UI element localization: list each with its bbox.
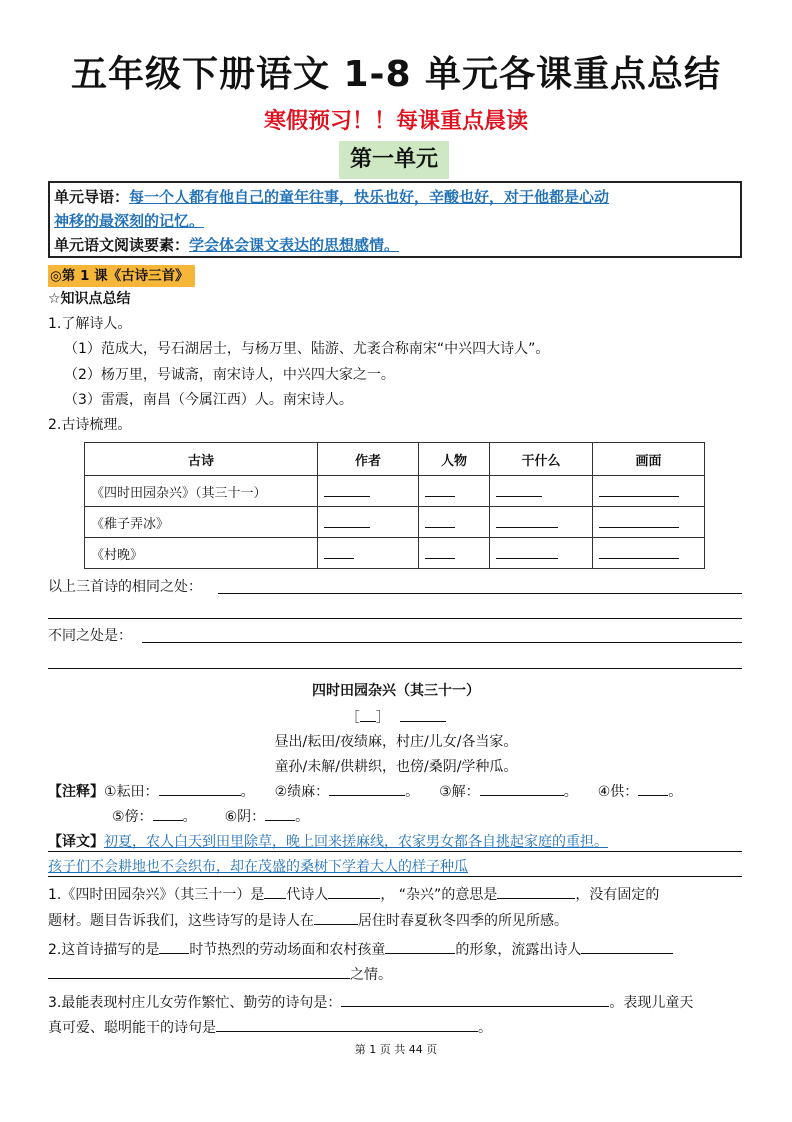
- punct: 。: [182, 809, 197, 825]
- punct: 。: [295, 809, 310, 825]
- translation-text-1: 初夏，农人白天到田里除草，晚上回来搓麻线，农家男女都各自挑起家庭的重担。: [104, 834, 608, 850]
- notes-line-2: [112, 805, 309, 828]
- q1-blank-meaning[interactable]: [497, 883, 575, 899]
- unit-reading-element: [54, 233, 736, 257]
- translation-label: 【译文】: [48, 834, 104, 850]
- note-blank[interactable]: [638, 780, 668, 796]
- page-footer: 第 1 页 共 44 页: [354, 1043, 438, 1056]
- question-2-line-1: [48, 938, 673, 961]
- poet-yang-wanli: （2）杨万里，号诚斋，南宋诗人，中兴四大家之一。: [64, 367, 395, 383]
- q1-blank-poet[interactable]: [328, 883, 380, 899]
- unit-guide-box: [48, 181, 742, 258]
- question-1-line-1: [48, 883, 659, 906]
- blank-cell[interactable]: [419, 476, 490, 507]
- q3-blank-child-line[interactable]: [216, 1016, 478, 1032]
- question-1-line-2: [48, 909, 568, 932]
- blank-cell[interactable]: [593, 538, 705, 569]
- diff-points-label: 不同之处是：: [48, 628, 132, 644]
- poet-lei-zhen: （3）雷震，南昌（今属江西）人。南宋诗人。: [64, 392, 353, 408]
- poem-name-cell: 《村晚》: [85, 538, 318, 569]
- document-subtitle: 寒假预习！！每课重点晨读: [263, 109, 528, 134]
- blank-cell[interactable]: [490, 538, 593, 569]
- lesson-tag: ◎第 1 课《古诗三首》: [48, 265, 195, 287]
- answer-line[interactable]: [48, 668, 742, 669]
- note-2: ②绩麻：: [274, 784, 330, 800]
- unit-intro: [54, 185, 736, 209]
- blank-cell[interactable]: [593, 507, 705, 538]
- answer-line[interactable]: [142, 642, 742, 643]
- q1-blank-place[interactable]: [314, 909, 358, 925]
- translation-line-1: [48, 831, 608, 853]
- item-poem-review: 2.古诗梳理。: [48, 417, 132, 433]
- q2-blank-feeling[interactable]: [581, 938, 673, 954]
- answer-line[interactable]: [48, 618, 742, 619]
- punct: 。: [405, 784, 420, 800]
- q1-text: ，没有固定的: [575, 887, 660, 903]
- q2-text: 时节热烈的劳动场面和农村孩童: [189, 942, 386, 958]
- unit-intro-text-1: 每一个人都有他自己的童年往事，快乐也好，辛酸也好，对于他都是心动: [129, 188, 610, 206]
- q3-text: 。表现儿童天: [609, 995, 694, 1011]
- document-title: 五年级下册语文 1-8 单元各课重点总结: [70, 54, 722, 95]
- q3-text: 真可爱、聪明能干的诗句是: [48, 1020, 216, 1036]
- blank-cell[interactable]: [490, 476, 593, 507]
- answer-line[interactable]: [218, 593, 742, 594]
- question-2-line-2: [48, 963, 392, 986]
- note-blank[interactable]: [329, 780, 405, 796]
- unit-intro-cont: [54, 209, 736, 233]
- translation-underline: [48, 851, 742, 852]
- note-blank[interactable]: [480, 780, 564, 796]
- blank-cell[interactable]: [318, 476, 419, 507]
- table-header: 人物: [419, 443, 490, 476]
- q3-text: 。: [478, 1020, 492, 1036]
- q2-text: 之情。: [350, 967, 392, 983]
- note-1: ①耘田：: [104, 784, 159, 800]
- question-3-line-2: [48, 1016, 492, 1039]
- q2-blank-image[interactable]: [385, 938, 455, 954]
- translation-underline: [48, 876, 742, 877]
- poem-line-1: 昼出/耘田/夜绩麻，村庄/儿女/各当家。: [274, 734, 518, 750]
- poem-name-cell: 《四时田园杂兴》（其三十一）: [85, 476, 318, 507]
- table-row: [85, 507, 705, 538]
- q1-text: 题材。题目告诉我们，这些诗写的是诗人在: [48, 913, 314, 929]
- same-points-label: 以上三首诗的相同之处：: [48, 579, 202, 595]
- poem-author-line: [0, 706, 792, 727]
- blank-cell[interactable]: [593, 476, 705, 507]
- blank-cell[interactable]: [318, 538, 419, 569]
- author-blank[interactable]: [400, 706, 446, 722]
- unit-intro-text-2: 神移的最深刻的记忆。: [54, 212, 205, 230]
- q2-blank-feeling-cont[interactable]: [48, 963, 350, 979]
- punct: 。: [240, 784, 255, 800]
- note-blank[interactable]: [153, 805, 183, 821]
- q1-text: 代诗人: [286, 887, 329, 903]
- reading-element-text: 学会体会课文表达的思想感情。: [189, 236, 400, 254]
- note-blank[interactable]: [265, 805, 295, 821]
- notes-line-1: [48, 780, 682, 803]
- table-header: 画面: [593, 443, 705, 476]
- note-blank[interactable]: [159, 780, 241, 796]
- dynasty-bracket-open: ［: [345, 710, 360, 726]
- poem-line-2: 童孙/未解/供耕织，也傍/桑阴/学种瓜。: [274, 759, 518, 775]
- note-6: ⑥阴：: [224, 809, 266, 825]
- notes-label: 【注释】: [48, 784, 104, 800]
- q1-text: ， “杂兴”的意思是: [380, 887, 498, 903]
- blank-cell[interactable]: [419, 507, 490, 538]
- poem-title: 四时田园杂兴（其三十一）: [312, 683, 480, 699]
- q1-text: 居住时春夏秋冬四季的所见所感。: [358, 913, 568, 929]
- note-5: ⑤傍：: [112, 809, 153, 825]
- table-header: 作者: [318, 443, 419, 476]
- unit-title: 第一单元: [339, 141, 449, 179]
- note-3: ③解：: [439, 784, 480, 800]
- q3-text: 3.最能表现村庄儿女劳作繁忙、勤劳的诗句是：: [48, 995, 342, 1011]
- summary-heading: ☆知识点总结: [48, 291, 131, 307]
- unit-intro-label: 单元导语：: [54, 188, 130, 206]
- note-4: ④供：: [597, 784, 639, 800]
- q1-blank-dynasty[interactable]: [264, 883, 286, 899]
- table-header: 古诗: [85, 443, 318, 476]
- reading-element-label: 单元语文阅读要素：: [54, 236, 190, 254]
- q2-text: 2.这首诗描写的是: [48, 942, 160, 958]
- blank-cell[interactable]: [419, 538, 490, 569]
- question-3-line-1: [48, 991, 693, 1014]
- dynasty-bracket-close: ］: [375, 710, 390, 726]
- table-row: [85, 476, 705, 507]
- translation-line-2: [48, 856, 468, 878]
- item-poets: 1.了解诗人。: [48, 316, 132, 332]
- dynasty-blank[interactable]: [360, 706, 376, 722]
- poet-fan-chengda: （1）范成大，号石湖居士，与杨万里、陆游、尤袤合称南宋“中兴四大诗人”。: [64, 341, 550, 357]
- poem-review-table: [84, 442, 705, 569]
- q3-blank-busy-line[interactable]: [341, 991, 609, 1007]
- table-header: 干什么: [490, 443, 593, 476]
- translation-text-2: 孩子们不会耕地也不会织布，却在茂盛的桑树下学着大人的样子种瓜: [48, 859, 468, 875]
- blank-cell[interactable]: [490, 507, 593, 538]
- q2-blank-season[interactable]: [159, 938, 189, 954]
- q2-text: 的形象，流露出诗人: [455, 942, 582, 958]
- poem-name-cell: 《稚子弄冰》: [85, 507, 318, 538]
- table-header-row: [85, 443, 705, 476]
- punct: 。: [563, 784, 578, 800]
- punct: 。: [668, 784, 683, 800]
- blank-cell[interactable]: [318, 507, 419, 538]
- q1-text: 1.《四时田园杂兴》（其三十一）是: [48, 887, 265, 903]
- table-row: [85, 538, 705, 569]
